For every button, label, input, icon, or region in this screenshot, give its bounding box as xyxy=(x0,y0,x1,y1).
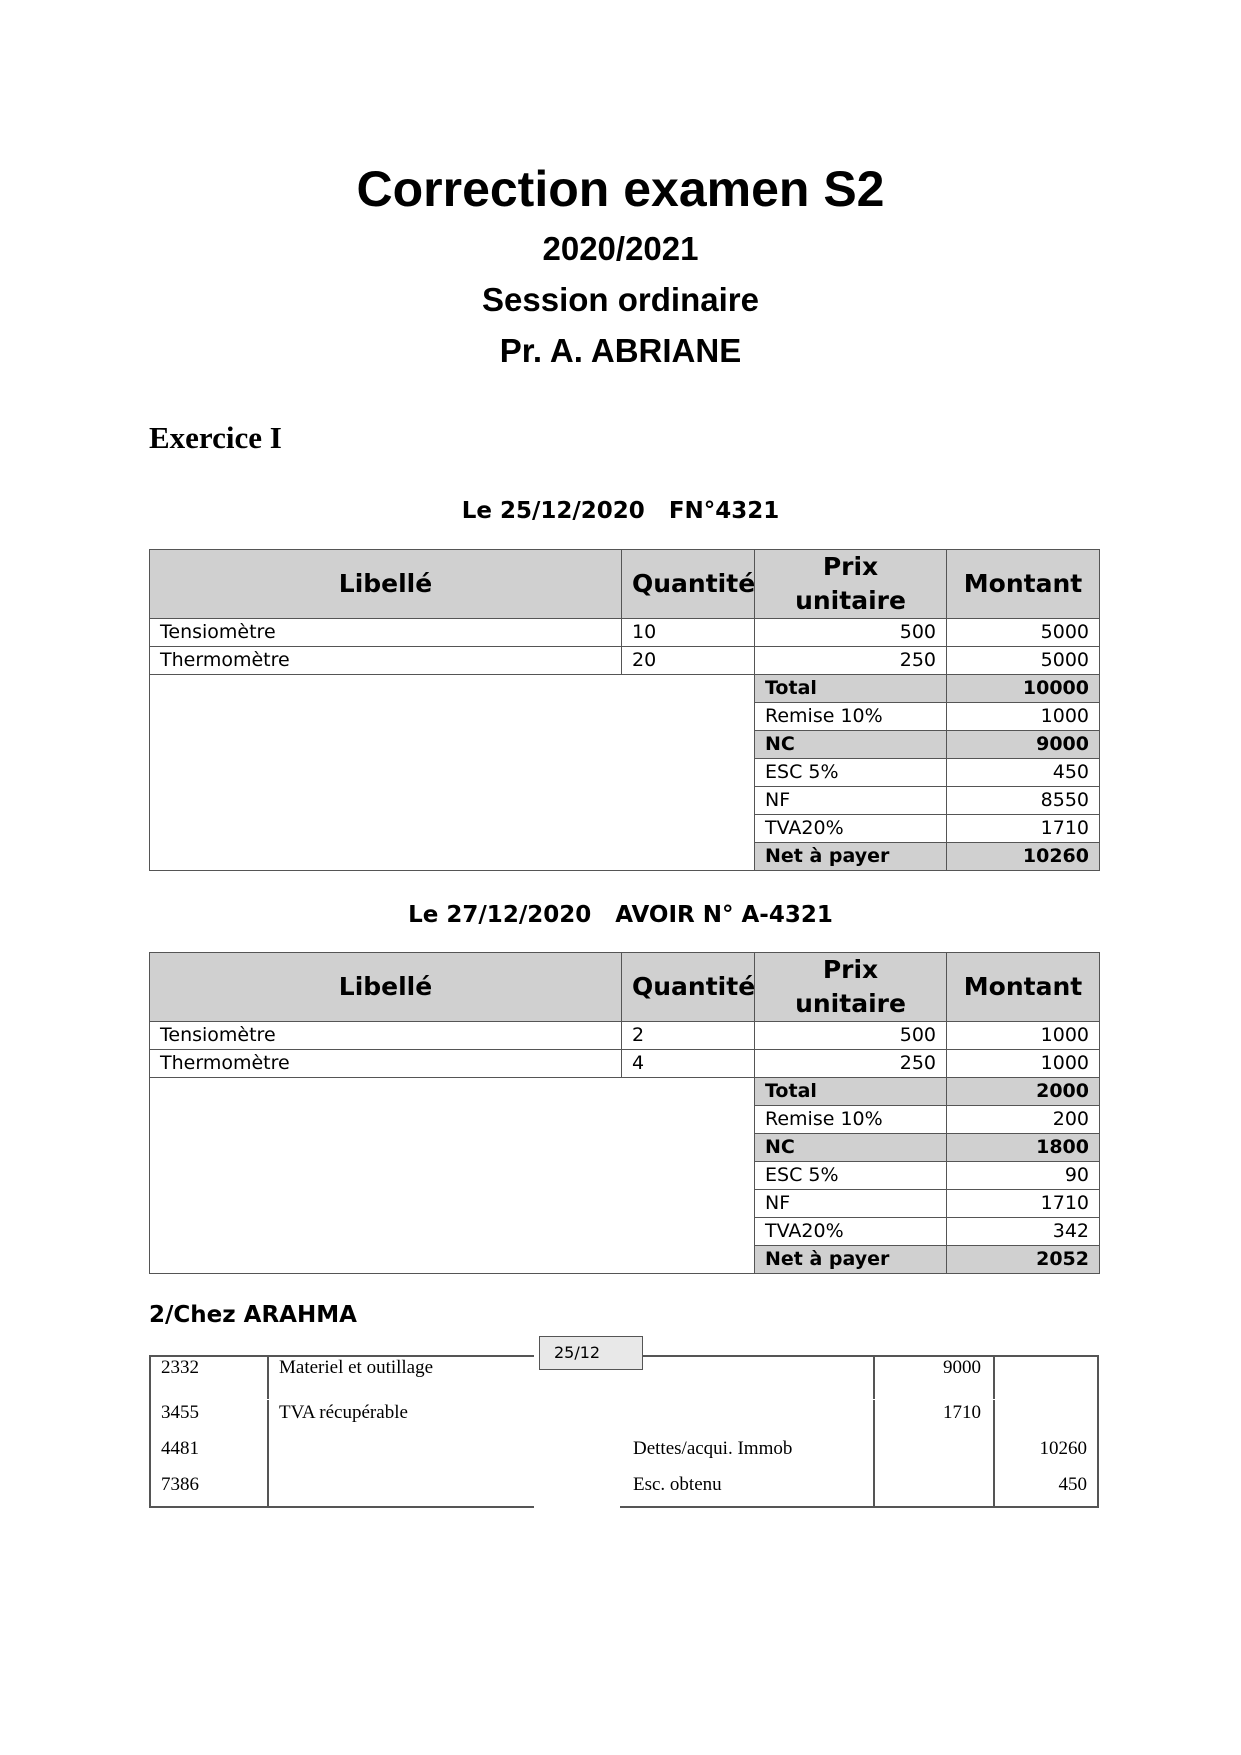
summary-value: 2052 xyxy=(947,1246,1100,1274)
item-amount: 5000 xyxy=(947,647,1100,675)
journal-heading: 2/Chez ARAHMA xyxy=(149,1302,357,1328)
table-row xyxy=(150,647,1100,675)
column-header: Prix unitaire xyxy=(755,550,947,619)
item-label: Tensiomètre xyxy=(150,619,622,647)
invoice-heading: Le 25/12/2020 FN°4321 xyxy=(461,498,780,524)
session-label: Session ordinaire xyxy=(482,281,759,318)
table-header-row xyxy=(150,550,1100,619)
summary-row xyxy=(150,675,1100,703)
invoice-table xyxy=(149,549,1100,871)
summary-value: 90 xyxy=(947,1162,1100,1190)
item-quantity: 10 xyxy=(622,619,755,647)
item-quantity: 20 xyxy=(622,647,755,675)
column-header: Prix unitaire xyxy=(755,953,947,1022)
rule xyxy=(873,1400,875,1508)
summary-value: 9000 xyxy=(947,731,1100,759)
summary-value: 2000 xyxy=(947,1078,1100,1106)
empty-cell xyxy=(150,1078,755,1274)
account-number: 4481 xyxy=(161,1438,199,1459)
table-row xyxy=(150,619,1100,647)
account-number: 3455 xyxy=(161,1402,199,1423)
summary-label: Remise 10% xyxy=(755,703,947,731)
academic-year: 2020/2021 xyxy=(542,230,699,267)
summary-value: 1710 xyxy=(947,815,1100,843)
journal-entry xyxy=(149,1355,1099,1508)
summary-label: Total xyxy=(755,675,947,703)
column-header: Quantité xyxy=(622,550,755,619)
summary-label: Remise 10% xyxy=(755,1106,947,1134)
rule xyxy=(149,1355,151,1508)
credit-amount: 450 xyxy=(1058,1474,1087,1495)
rule xyxy=(267,1400,269,1508)
empty-cell xyxy=(150,675,755,871)
summary-label: Net à payer xyxy=(755,1246,947,1274)
summary-label: TVA20% xyxy=(755,815,947,843)
rule xyxy=(149,1506,534,1508)
item-unit-price: 500 xyxy=(755,619,947,647)
debit-amount: 9000 xyxy=(943,1357,981,1378)
rule xyxy=(993,1400,995,1508)
summary-value: 10260 xyxy=(947,843,1100,871)
rule xyxy=(643,1355,1099,1357)
credit-account-label: Dettes/acqui. Immob xyxy=(633,1438,793,1459)
summary-label: NC xyxy=(755,1134,947,1162)
summary-label: ESC 5% xyxy=(755,1162,947,1190)
summary-label: NF xyxy=(755,787,947,815)
account-number: 7386 xyxy=(161,1474,199,1495)
credit-amount: 10260 xyxy=(1039,1438,1087,1459)
item-quantity: 2 xyxy=(622,1022,755,1050)
account-number: 2332 xyxy=(161,1357,199,1378)
summary-value: 200 xyxy=(947,1106,1100,1134)
summary-label: NC xyxy=(755,731,947,759)
table-header-row xyxy=(150,953,1100,1022)
summary-label: Total xyxy=(755,1078,947,1106)
item-quantity: 4 xyxy=(622,1050,755,1078)
column-header: Montant xyxy=(947,953,1100,1022)
summary-value: 342 xyxy=(947,1218,1100,1246)
debit-account-label: TVA récupérable xyxy=(279,1402,408,1423)
credit-note-heading: Le 27/12/2020 AVOIR N° A-4321 xyxy=(408,902,833,928)
rule xyxy=(873,1355,875,1399)
entry-date-box: 25/12 xyxy=(539,1336,643,1370)
rule xyxy=(620,1506,1099,1508)
debit-amount: 1710 xyxy=(943,1402,981,1423)
table-row xyxy=(150,1022,1100,1050)
credit-account-label: Esc. obtenu xyxy=(633,1474,722,1495)
item-label: Tensiomètre xyxy=(150,1022,622,1050)
document-title: Correction examen S2 xyxy=(356,161,885,217)
item-unit-price: 500 xyxy=(755,1022,947,1050)
credit-note-table xyxy=(149,952,1100,1274)
item-unit-price: 250 xyxy=(755,1050,947,1078)
summary-value: 8550 xyxy=(947,787,1100,815)
summary-row xyxy=(150,1078,1100,1106)
summary-label: Net à payer xyxy=(755,843,947,871)
item-amount: 5000 xyxy=(947,619,1100,647)
item-label: Thermomètre xyxy=(150,1050,622,1078)
professor-name: Pr. A. ABRIANE xyxy=(499,332,742,369)
item-unit-price: 250 xyxy=(755,647,947,675)
rule xyxy=(1097,1355,1099,1508)
summary-value: 1000 xyxy=(947,703,1100,731)
item-label: Thermomètre xyxy=(150,647,622,675)
rule xyxy=(267,1355,269,1399)
rule xyxy=(993,1355,995,1399)
summary-value: 10000 xyxy=(947,675,1100,703)
summary-label: NF xyxy=(755,1190,947,1218)
summary-value: 450 xyxy=(947,759,1100,787)
column-header: Montant xyxy=(947,550,1100,619)
summary-label: ESC 5% xyxy=(755,759,947,787)
summary-value: 1800 xyxy=(947,1134,1100,1162)
column-header: Libellé xyxy=(150,550,622,619)
column-header: Quantité xyxy=(622,953,755,1022)
summary-label: TVA20% xyxy=(755,1218,947,1246)
table-row xyxy=(150,1050,1100,1078)
exercise-title: Exercice I xyxy=(149,420,282,455)
column-header: Libellé xyxy=(150,953,622,1022)
debit-account-label: Materiel et outillage xyxy=(279,1357,434,1378)
summary-value: 1710 xyxy=(947,1190,1100,1218)
item-amount: 1000 xyxy=(947,1050,1100,1078)
item-amount: 1000 xyxy=(947,1022,1100,1050)
